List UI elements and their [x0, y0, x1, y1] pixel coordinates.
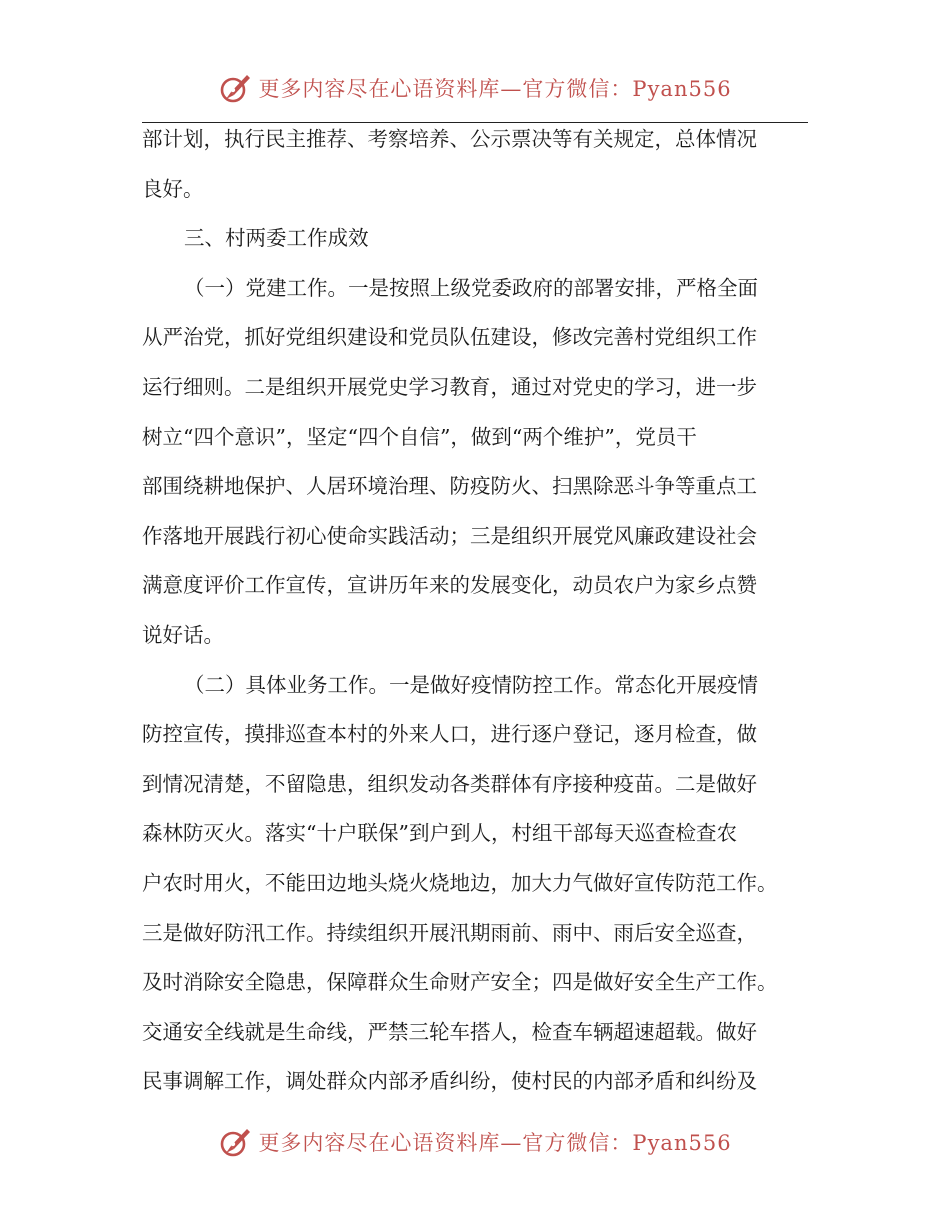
watermark-text: 更多内容尽在心语资料库—官方微信：Pyan556: [258, 77, 732, 101]
text-line: 部围绕耕地保护、人居环境治理、防疫防火、扫黑除恶斗争等重点工: [142, 474, 757, 499]
text-line: 运行细则。二是组织开展党史学习教育，通过对党史的学习，进一步: [142, 374, 757, 399]
text-line: 三是做好防汛工作。持续组织开展汛期雨前、雨中、雨后安全巡查，: [142, 920, 757, 945]
document-body: [142, 115, 808, 1107]
paragraph: [142, 661, 808, 1107]
text-line: 森林防灭火。落实“十户联保”到户到人，村组干部每天巡查检查农: [142, 821, 737, 846]
text-line: 从严治党，抓好党组织建设和党员队伍建设，修改完善村党组织工作: [142, 325, 757, 350]
text-line: 作落地开展践行初心使命实践活动；三是组织开展党风廉政建设社会: [142, 523, 757, 548]
text-line: 三、村两委工作成效: [184, 226, 369, 251]
text-line: 说好话。: [142, 622, 224, 647]
pen-nib-icon: [218, 1125, 252, 1159]
watermark-text: 更多内容尽在心语资料库—官方微信：Pyan556: [258, 1131, 732, 1155]
text-line: 部计划，执行民主推荐、考察培养、公示票决等有关规定，总体情况: [142, 127, 757, 151]
pen-nib-icon: [218, 71, 252, 105]
text-line: 交通安全线就是生命线，严禁三轮车搭人，检查车辆超速超载。做好: [142, 1019, 757, 1044]
text-line: 防控宣传，摸排巡查本村的外来人口，进行逐户登记，逐月检查，做: [142, 722, 757, 747]
text-line: 及时消除安全隐患，保障群众生命财产安全；四是做好安全生产工作。: [142, 970, 778, 995]
text-line: 户农时用火，不能田边地头烧火烧地边，加大力气做好宣传防范工作。: [142, 870, 778, 895]
paragraph: [142, 264, 808, 661]
watermark-footer: [0, 1120, 950, 1164]
text-line: 良好。: [142, 176, 204, 201]
text-line: 到情况清楚，不留隐患，组织发动各类群体有序接种疫苗。二是做好: [142, 771, 757, 796]
paragraph: [142, 115, 808, 214]
text-line: （二）具体业务工作。一是做好疫情防控工作。常态化开展疫情: [184, 672, 758, 697]
watermark-header: [0, 66, 950, 110]
text-line: 树立“四个意识”，坚定“四个自信”，做到“两个维护”，党员干: [142, 424, 697, 449]
text-line: 民事调解工作，调处群众内部矛盾纠纷，使村民的内部矛盾和纠纷及: [142, 1069, 757, 1094]
paragraph: [142, 214, 808, 264]
text-line: 满意度评价工作宣传，宣讲历年来的发展变化，动员农户为家乡点赞: [142, 573, 757, 598]
text-line: （一）党建工作。一是按照上级党委政府的部署安排，严格全面: [184, 275, 758, 300]
